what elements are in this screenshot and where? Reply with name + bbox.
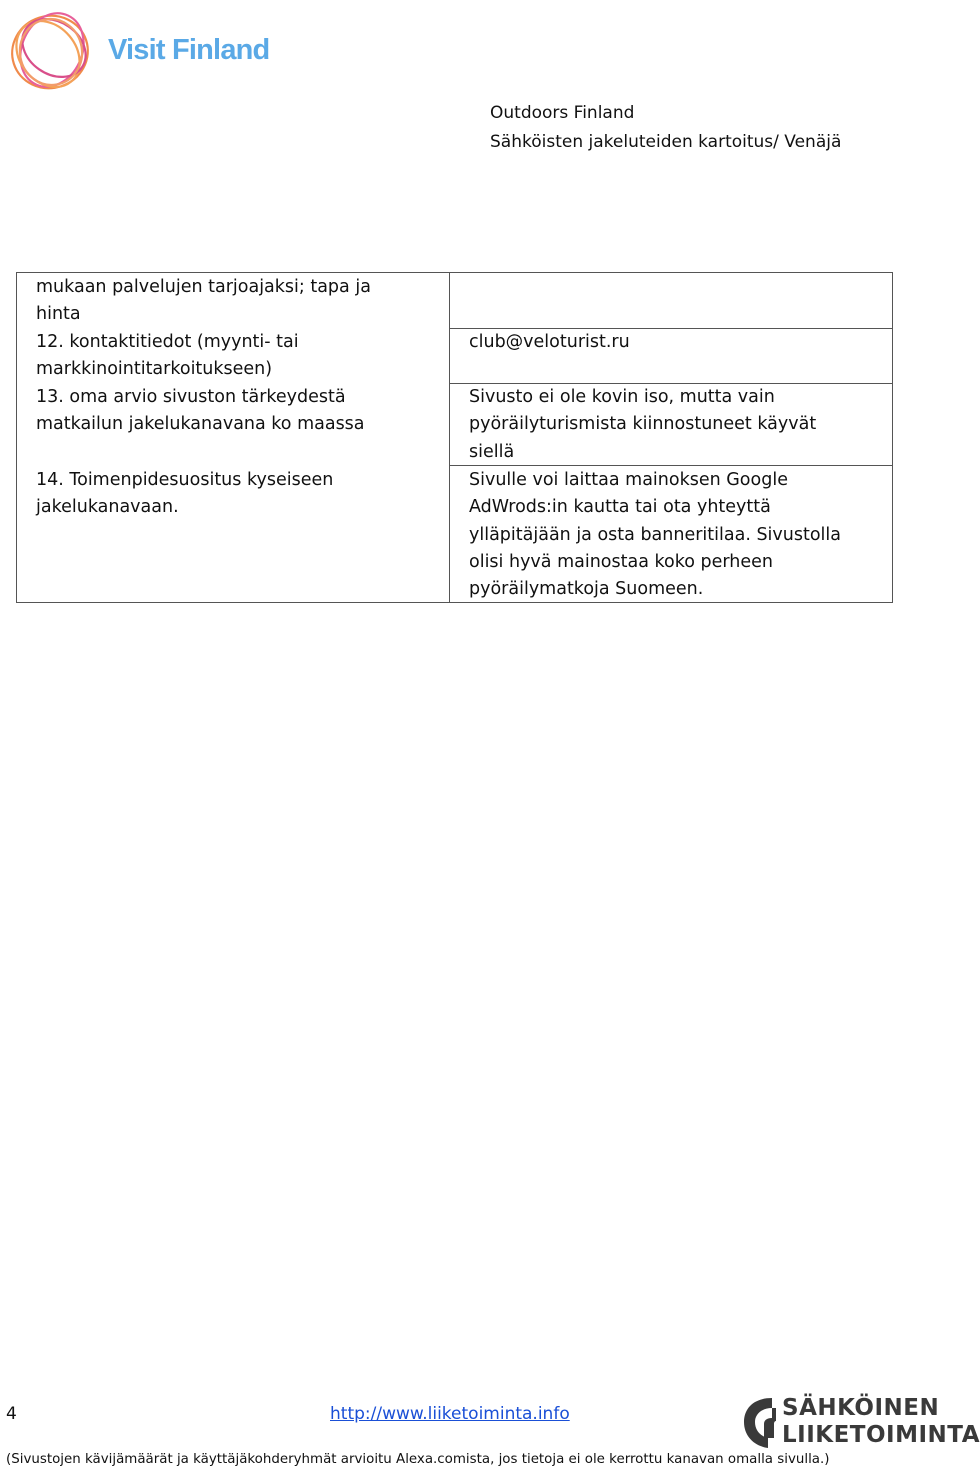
value-line: olisi hyvä mainostaa koko perheen [469,551,773,572]
header-title: Outdoors Finland [490,103,635,123]
label-line: markkinointitarkoitukseen) [36,359,273,380]
label-line: 13. oma arvio sivuston tärkeydestä [36,387,346,407]
value-line: pyöräilyturismista kiinnostuneet käyvät [469,414,817,435]
info-table [16,272,893,603]
label-line: 12. kontaktitiedot (myynti- tai [36,332,299,352]
website-link[interactable]: http://www.liiketoiminta.info [330,1404,570,1424]
sahkoinen-liiketoiminta-logo [738,1392,980,1454]
label-line: mukaan palvelujen tarjoajaksi; tapa ja [36,277,371,297]
importance-assessment [469,384,889,466]
table-row-1-label [36,274,446,329]
sahkoinen-liiketoiminta-logo-icon [738,1394,778,1452]
document-header [490,99,841,157]
value-line: Sivusto ei ole kovin iso, mutta vain [469,387,775,407]
action-recommendation [469,467,889,603]
value-line: Sivulle voi laittaa mainoksen Google [469,470,788,490]
brand-name: Visit Finland [108,34,270,66]
contact-email [469,329,889,356]
table-row-3-label [36,384,446,439]
value-line: siellä [469,441,515,462]
visit-finland-logo [4,2,274,98]
value-line: AdWrods:in kautta tai ota yhteyttä [469,497,771,518]
table-row-4-label [36,467,446,522]
label-line: jakelukanavaan. [36,497,179,518]
page-number: 4 [6,1404,17,1424]
table-row-2-label [36,329,446,384]
column-divider [449,272,450,603]
label-line: matkailun jakelukanavana ko maassa [36,414,365,435]
value-line: club@veloturist.ru [469,332,630,352]
footer-note: (Sivustojen kävijämäärät ja käyttäjäkohderyhmät arvioitu Alexa.comista, jos tietoja ei ole kerrottu kanavan omalla sivulla.) [6,1452,830,1467]
label-line: 14. Toimenpidesuositus kyseiseen [36,470,334,490]
value-line: ylläpitäjään ja osta banneritilaa. Sivustolla [469,524,841,545]
value-line: pyöräilymatkoja Suomeen. [469,579,704,600]
visit-finland-swirl-icon [4,2,104,98]
header-subtitle: Sähköisten jakeluteiden kartoitus/ Venäjä [490,132,842,152]
label-line: hinta [36,304,81,325]
brand-line-2: LIIKETOIMINTA [782,1422,980,1448]
brand-line-1: SÄHKÖINEN [782,1395,940,1421]
